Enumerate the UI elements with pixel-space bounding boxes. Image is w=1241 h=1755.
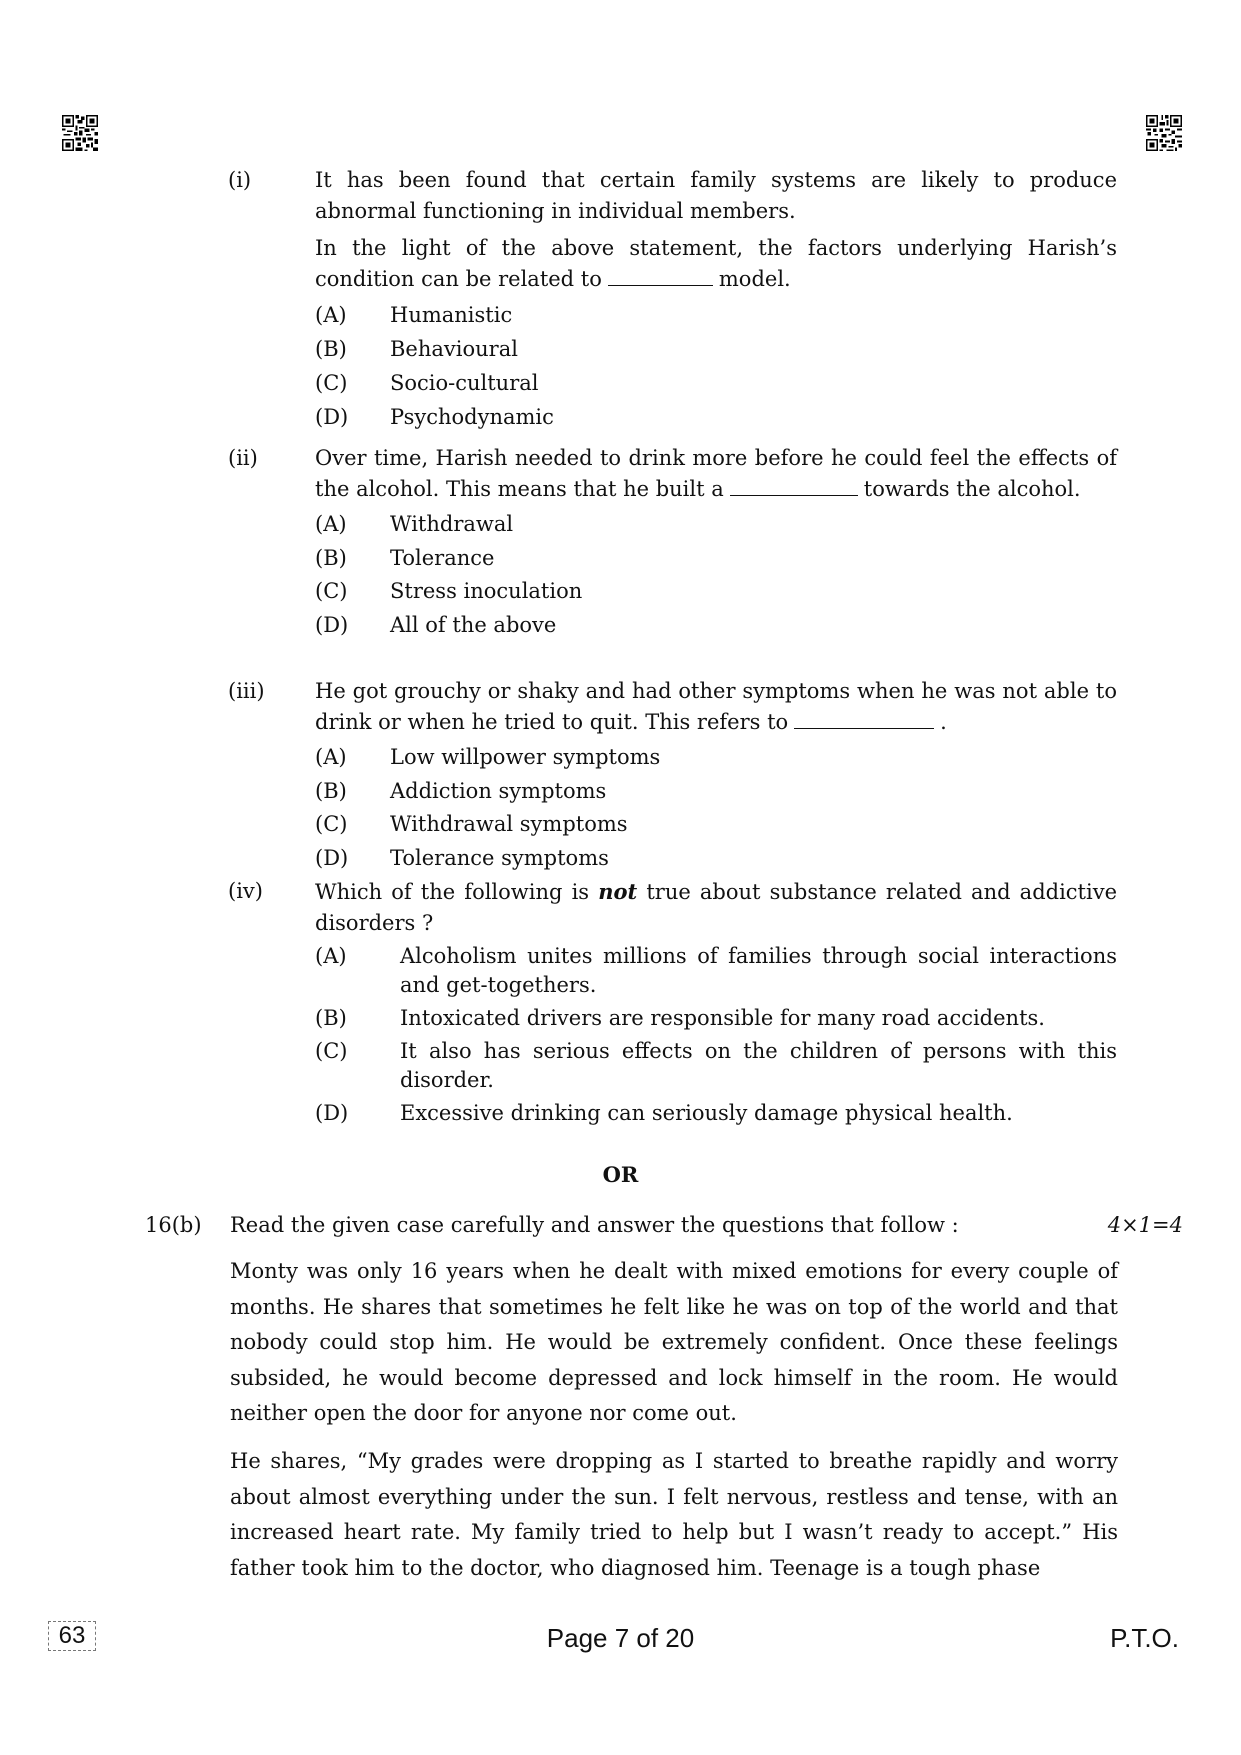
answer-blank bbox=[794, 727, 934, 729]
qr-code-icon bbox=[1146, 115, 1182, 151]
option-a: (A) Withdrawal bbox=[315, 512, 514, 536]
option-c: (C) Stress inoculation bbox=[315, 579, 583, 603]
option-a: (A) Humanistic bbox=[315, 303, 513, 327]
answer-blank bbox=[730, 494, 858, 496]
question-ii bbox=[228, 443, 1118, 642]
case-paragraph-1: Monty was only 16 years when he dealt with mixed emotions for every couple of months. He shares that sometimes he felt like he was on top of the world and that nobody could stop him. He would be extremely confident. Once these feelings subsided, he would become depressed and lock himself in the room. He would neither open the door for anyone nor come out. bbox=[230, 1259, 1118, 1425]
instruction-text: Read the given case carefully and answer the questions that follow : bbox=[230, 1213, 959, 1237]
question-stem: Which of the following is not true about substance related and addictive disorders ? bbox=[315, 879, 1118, 935]
question-number: (iv) bbox=[228, 879, 263, 903]
qr-code-icon bbox=[62, 115, 98, 151]
options-list bbox=[315, 942, 1117, 1128]
page-number: Page 7 of 20 bbox=[546, 1623, 695, 1653]
paper-code: 63 bbox=[48, 1621, 96, 1651]
question-iii bbox=[228, 676, 1118, 875]
option-b: (B) Intoxicated drivers are responsible for many road accidents. bbox=[315, 1006, 1045, 1030]
case-paragraph-2: He shares, “My grades were dropping as I started to breathe rapidly and worry about almost everything under the sun. I felt nervous, restless and tense, with an increased heart rate. My family tried to help but I wasn’t ready to accept.” His father took him to the doctor, who diagnosed him. Teenage is a tough phase bbox=[230, 1449, 1118, 1580]
options-list bbox=[315, 298, 1117, 434]
marks-allocation: 4×1=4 bbox=[1107, 1213, 1183, 1237]
emphasis-not: not bbox=[598, 879, 638, 904]
option-a: (A) Low willpower symptoms bbox=[315, 745, 661, 769]
option-c: (C) It also has serious effects on the children of persons with this disorder. bbox=[315, 1039, 1117, 1092]
option-c: (C) Withdrawal symptoms bbox=[315, 812, 628, 836]
or-separator: OR bbox=[602, 1162, 639, 1187]
question-prompt: In the light of the above statement, the factors underlying Harish’s condition can be related to model. bbox=[315, 236, 1117, 291]
option-b: (B) Behavioural bbox=[315, 337, 518, 361]
options-list bbox=[315, 508, 1117, 642]
option-d: (D) Psychodynamic bbox=[315, 405, 554, 429]
question-stem: It has been found that certain family systems are likely to produce abnormal functioning in individual members. bbox=[315, 168, 1117, 223]
question-i bbox=[228, 165, 1118, 434]
option-d: (D) All of the above bbox=[315, 612, 557, 637]
question-stem: Over time, Harish needed to drink more before he could feel the effects of the alcohol. This means that he built a towards the alcohol. bbox=[315, 446, 1117, 501]
options-list bbox=[315, 741, 1117, 875]
question-iv bbox=[228, 876, 1118, 1132]
question-16b-header bbox=[145, 1213, 1183, 1237]
option-a: (A) Alcoholism unites millions of families through social interactions and get-togethers. bbox=[315, 944, 1117, 997]
pto-label: P.T.O. bbox=[1110, 1623, 1179, 1653]
option-b: (B) Addiction symptoms bbox=[315, 778, 607, 803]
question-number: (ii) bbox=[228, 446, 258, 470]
question-number: 16(b) bbox=[145, 1213, 202, 1237]
page-footer bbox=[0, 1620, 1241, 1660]
option-c: (C) Socio-cultural bbox=[315, 371, 539, 395]
question-number: (i) bbox=[228, 168, 252, 192]
option-b: (B) Tolerance bbox=[315, 545, 495, 570]
question-stem: He got grouchy or shaky and had other symptoms when he was not able to drink or when he tried to quit. This refers to . bbox=[315, 679, 1117, 734]
answer-blank bbox=[608, 284, 713, 286]
question-number: (iii) bbox=[228, 679, 265, 703]
option-d: (D) Tolerance symptoms bbox=[315, 845, 609, 870]
option-d: (D) Excessive drinking can seriously damage physical health. bbox=[315, 1101, 1013, 1125]
